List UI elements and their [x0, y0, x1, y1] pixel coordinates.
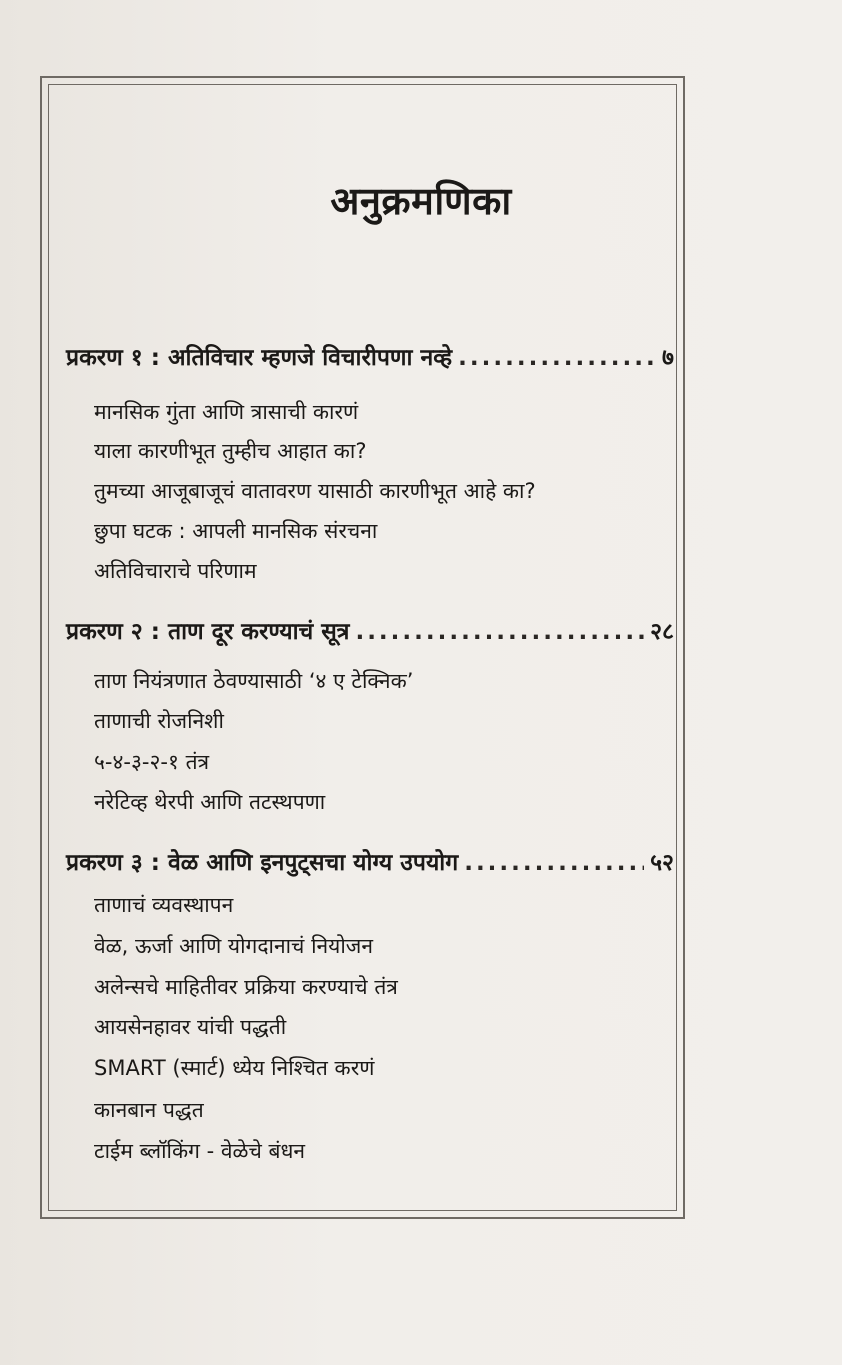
- chapter-2-page: २८: [650, 619, 674, 645]
- chapter-2-label: प्रकरण २ : ताण दूर करण्याचं सूत्र: [66, 619, 350, 645]
- topic: वेळ, ऊर्जा आणि योगदानाचं नियोजन: [94, 934, 374, 958]
- topic: अतिविचाराचे परिणाम: [94, 559, 257, 583]
- chapter-2-entry: [66, 614, 674, 646]
- topic: SMART (स्मार्ट) ध्येय निश्चित करणं: [94, 1056, 375, 1080]
- topic: ५-४-३-२-१ तंत्र: [94, 750, 210, 774]
- topic: तुमच्या आजूबाजूचं वातावरण यासाठी कारणीभूत आहे का?: [94, 479, 536, 503]
- topic: छुपा घटक : आपली मानसिक संरचना: [94, 519, 378, 543]
- page-border-inner: [48, 84, 677, 1211]
- topic: याला कारणीभूत तुम्हीच आहात का?: [94, 439, 367, 463]
- topic: आयसेनहावर यांची पद्धती: [94, 1015, 287, 1039]
- chapter-1-page: ७: [662, 345, 674, 371]
- topic: मानसिक गुंता आणि त्रासाची कारणं: [94, 400, 359, 424]
- chapter-3-entry: [66, 845, 674, 877]
- topic: नरेटिव्ह थेरपी आणि तटस्थपणा: [94, 790, 326, 814]
- dot-leader: [458, 345, 656, 371]
- dot-leader: [464, 850, 644, 876]
- chapter-3-page: ५२: [650, 850, 674, 876]
- chapter-1-label: प्रकरण १ : अतिविचार म्हणजे विचारीपणा नव्हे: [66, 345, 453, 371]
- contents-title: अनुक्रमणिका: [330, 179, 512, 223]
- topic: अलेन्सचे माहितीवर प्रक्रिया करण्याचे तंत्र: [94, 975, 398, 999]
- topic: ताणाचं व्यवस्थापन: [94, 893, 234, 917]
- topic: ताण नियंत्रणात ठेवण्यासाठी ‘४ ए टेक्निक’: [94, 669, 414, 693]
- page-border: [40, 76, 685, 1219]
- dot-leader: [355, 619, 644, 645]
- chapter-3-label: प्रकरण ३ : वेळ आणि इनपुट्सचा योग्य उपयोग: [66, 850, 459, 876]
- chapter-1-entry: [66, 340, 674, 372]
- topic: टाईम ब्लॉकिंग - वेळेचे बंधन: [94, 1139, 306, 1163]
- topic: ताणाची रोजनिशी: [94, 709, 224, 733]
- topic: कानबान पद्धत: [94, 1098, 204, 1122]
